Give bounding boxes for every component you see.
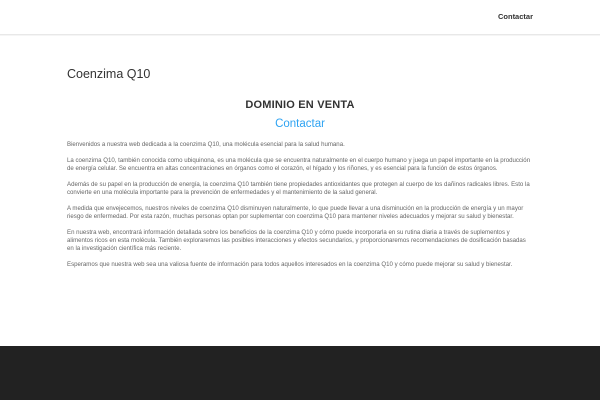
paragraph-closing: Esperamos que nuestra web sea una valiosa fuente de información para todos aquellos interesados en la coenzima Q10 y cómo puede mejorar su salud y bienestar. bbox=[67, 261, 513, 268]
paragraph-intro: Bienvenidos a nuestra web dedicada a la coenzima Q10, una molécula esencial para la salud humana. bbox=[67, 141, 345, 148]
page-title: Coenzima Q10 bbox=[67, 67, 151, 81]
paragraph-ubiquinone: La coenzima Q10, también conocida como ubiquinona, es una molécula que se encuentra naturalmente en el cuerpo humano y juega un papel importante en la producción de energía celular. Se encuentra en altas concentraciones en órganos como el corazón, el hígado y los riñones, y es esencial para la función de estos órganos. bbox=[67, 156, 531, 172]
paragraph-aging: A medida que envejecemos, nuestros niveles de coenzima Q10 disminuyen naturalmente, lo que puede llevar a una disminución en la producción de energía y un mayor riesgo de enfermedad. Por esta razón, muchas personas optan por suplementar con coenzima Q10 para mantener niveles adecuados y mejorar su salud y bienestar. bbox=[67, 204, 524, 220]
contact-link[interactable]: Contactar bbox=[275, 118, 325, 130]
page-footer bbox=[0, 346, 600, 400]
article-body bbox=[67, 141, 533, 269]
main-content bbox=[67, 66, 533, 277]
domain-for-sale-heading: DOMINIO EN VENTA bbox=[245, 99, 355, 111]
nav-contact-link[interactable]: Contactar bbox=[497, 12, 533, 21]
paragraph-web-info: En nuestra web, encontrará información detallada sobre los beneficios de la coenzima Q10 y cómo puede incorporarla en su rutina diaria a través de suplementos y alimentos ricos en esta molécula. También exploraremos las posibles interacciones y efectos secundarios, y proporcionaremos recomendaciones de dosificación basadas en la investigación científica más reciente. bbox=[67, 228, 526, 253]
paragraph-antioxidant: Además de su papel en la producción de energía, la coenzima Q10 también tiene propiedades antioxidantes que protegen al cuerpo de los dañinos radicales libres. Esto la convierte en una molécula importante para la prevención de enfermedades y el mantenimiento de la salud general. bbox=[67, 180, 530, 196]
top-header bbox=[0, 0, 600, 35]
